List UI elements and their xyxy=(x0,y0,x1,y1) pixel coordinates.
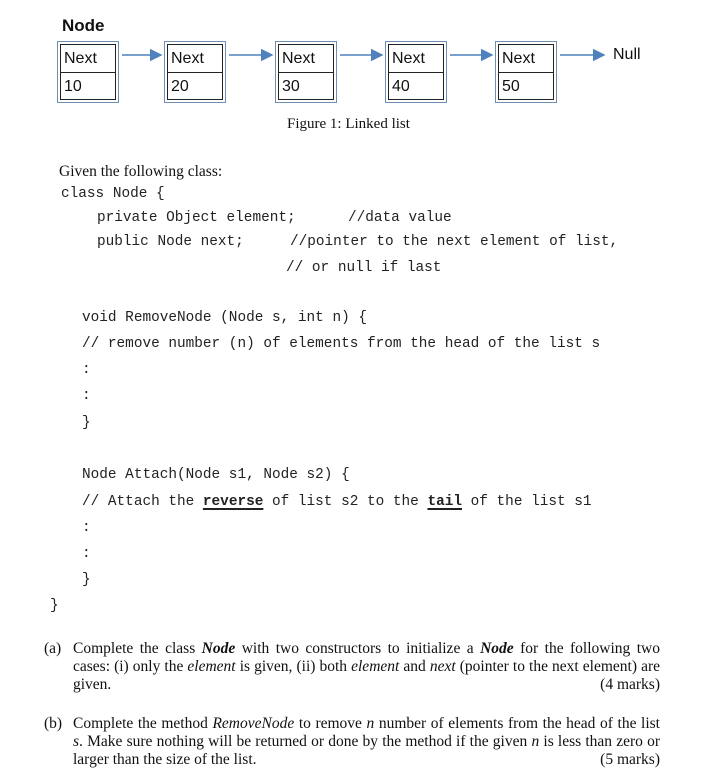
linked-list-arrows xyxy=(0,0,718,120)
keyword-tail: tail xyxy=(427,494,462,510)
question-b-marks: (5 marks) xyxy=(600,751,660,768)
question-a-marks: (4 marks) xyxy=(600,676,660,693)
node-next-label: Next xyxy=(499,45,553,73)
code-comment-element: //data value xyxy=(348,210,452,226)
node-value: 30 xyxy=(282,78,300,95)
code-class-decl: class Node { xyxy=(61,186,165,202)
node-next-label: Next xyxy=(61,45,115,73)
code-comment-next-2: // or null if last xyxy=(286,260,442,276)
node-next-label: Next xyxy=(389,45,443,73)
question-b-text: Complete the method RemoveNode to remove n number of elements from the head of the list s. Make sure nothing will be returned or done by the method if the given n is less than zero or larger than the size of the list. xyxy=(73,715,661,768)
node-value: 40 xyxy=(392,78,410,95)
code-remove-comment: // remove number (n) of elements from the head of the list s xyxy=(82,336,601,352)
code-dots: : xyxy=(82,362,91,378)
code-attach-comment: // Attach the reverse of list s2 to the tail of the list s1 xyxy=(82,494,592,510)
question-a xyxy=(44,640,660,698)
code-dots: : xyxy=(82,520,91,536)
figure-caption: Figure 1: Linked list xyxy=(287,116,410,132)
code-close-brace: } xyxy=(82,572,91,588)
question-a-label: (a) xyxy=(44,640,62,657)
code-close-brace: } xyxy=(82,415,91,431)
code-field-next: public Node next; xyxy=(97,234,244,250)
node-value: 20 xyxy=(171,78,189,95)
node-value: 50 xyxy=(502,78,520,95)
code-dots: : xyxy=(82,546,91,562)
code-field-element: private Object element; xyxy=(97,210,296,226)
intro-text: Given the following class: xyxy=(59,163,223,180)
question-b xyxy=(44,715,660,773)
code-remove-signature: void RemoveNode (Node s, int n) { xyxy=(82,310,367,326)
question-b-label: (b) xyxy=(44,715,63,732)
question-a-text: Complete the class Node with two constructors to initialize a Node for the following two cases: (i) only the element is given, (ii) both element and next (pointer to the next element) are given. xyxy=(73,640,660,693)
code-comment-next-1: //pointer to the next element of list, xyxy=(290,234,619,250)
node-next-label: Next xyxy=(168,45,222,73)
null-label: Null xyxy=(613,46,641,63)
code-attach-signature: Node Attach(Node s1, Node s2) { xyxy=(82,467,350,483)
node-next-label: Next xyxy=(279,45,333,73)
node-value: 10 xyxy=(64,78,82,95)
figure-title: Node xyxy=(62,16,105,35)
code-dots: : xyxy=(82,388,91,404)
code-class-close: } xyxy=(50,598,59,614)
keyword-reverse: reverse xyxy=(202,494,264,510)
